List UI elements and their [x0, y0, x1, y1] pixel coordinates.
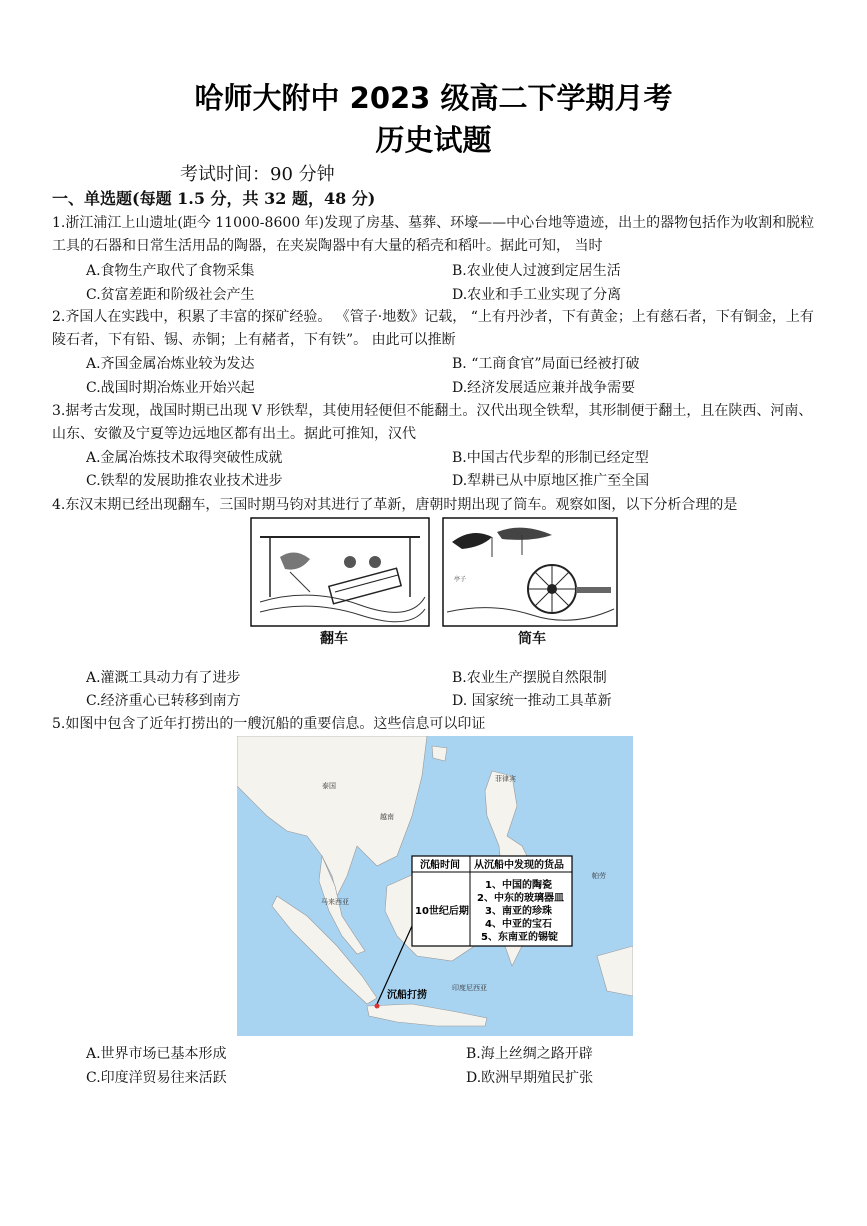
shipwreck-map: [237, 736, 633, 1036]
table-goods-item: 3、南亚的珍珠: [485, 906, 552, 917]
question-3-stem: 3.据考古发现，战国时期已出现 V 形铁犁，其使用轻便但不能翻土。汉代出现全铁犁，其形制便于翻土，且在陕西、河南、山东、安徽及宁夏等边远地区都有出土。据此可推知，汉代: [52, 403, 813, 442]
exam-time: 考试时间：90 分钟: [180, 164, 335, 185]
question-5-stem: 5.如图中包含了近年打捞出的一艘沉船的重要信息。这些信息可以印证: [52, 716, 486, 732]
q3-option-b: B.中国古代步犁的形制已经定型: [452, 450, 649, 466]
q5-option-d: D.欧洲早期殖民扩张: [466, 1070, 594, 1086]
svg-text:亭子: 亭子: [454, 576, 467, 583]
q2-option-d: D.经济发展适应兼并战争需要: [452, 380, 636, 396]
q5-option-a: A.世界市场已基本形成: [86, 1046, 227, 1062]
q1-option-a: A.食物生产取代了食物采集: [86, 263, 255, 279]
table-goods-item: 2、中东的玻璃器皿: [477, 893, 564, 904]
wreck-marker: [375, 1004, 380, 1009]
q4-option-a: A.灌溉工具动力有了进步: [86, 670, 241, 686]
label-indonesia: 印度尼西亚: [452, 984, 487, 992]
q4-option-b: B.农业生产摆脱自然限制: [452, 670, 607, 686]
table-header-time: 沉船时间: [420, 860, 460, 871]
q1-option-d: D.农业和手工业实现了分离: [452, 287, 622, 303]
q2-option-a: A.齐国金属冶炼业较为发达: [86, 356, 255, 372]
table-goods-item: 4、中亚的宝石: [485, 919, 552, 930]
label-vietnam: 越南: [380, 813, 394, 821]
table-goods-item: 1、中国的陶瓷: [485, 880, 552, 891]
table-goods-item: 5、东南亚的锡锭: [481, 932, 558, 943]
label-malaysia: 马来西亚: [321, 898, 349, 906]
shipwreck-info-table: [412, 856, 572, 946]
q4-option-c: C.经济重心已转移到南方: [86, 693, 241, 709]
q3-option-c: C.铁犁的发展助推农业技术进步: [86, 473, 283, 489]
q1-option-b: B.农业使人过渡到定居生活: [452, 263, 621, 279]
fanche-illustration: [250, 517, 430, 627]
table-header-goods: 从沉船中发现的货品: [474, 860, 564, 871]
question-2-stem: 2.齐国人在实践中，积累了丰富的探矿经验。 《管子·地数》记载， “上有丹沙者，下有黄金；上有慈石者，下有铜金，上有陵石者，下有铅、锡、赤铜；上有赭者，下有铁”。 由此可以推断: [52, 309, 814, 348]
q5-option-b: B.海上丝绸之路开辟: [466, 1046, 593, 1062]
q2-option-c: C.战国时期冶炼业开始兴起: [86, 380, 255, 396]
label-thailand: 泰国: [322, 782, 336, 790]
q3-option-a: A.金属冶炼技术取得突破性成就: [86, 450, 283, 466]
exam-subtitle: 历史试题: [375, 123, 492, 157]
q4-option-d: D. 国家统一推动工具革新: [452, 693, 612, 709]
section-heading: 一、单选题(每题 1.5 分，共 32 题，48 分): [52, 189, 376, 208]
wreck-label: 沉船打捞: [387, 990, 427, 1001]
q5-option-c: C.印度洋贸易往来活跃: [86, 1070, 227, 1086]
exam-title: 哈师大附中 2023 级高二下学期月考: [194, 81, 673, 115]
fanche-caption: 翻车: [320, 631, 348, 647]
tongche-caption: 筒车: [518, 631, 546, 647]
tongche-illustration: [442, 517, 618, 627]
question-4-stem: 4.东汉末期已经出现翻车，三国时期马钧对其进行了革新，唐朝时期出现了筒车。观察如图，以下分析合理的是: [52, 497, 738, 513]
q3-option-d: D.犁耕已从中原地区推广至全国: [452, 473, 650, 489]
table-time-value: 10世纪后期: [415, 906, 469, 917]
q1-option-c: C.贫富差距和阶级社会产生: [86, 287, 255, 303]
q2-option-b: B. “工商食官”局面已经被打破: [452, 356, 640, 372]
label-philippines: 菲律宾: [495, 775, 516, 783]
label-palau: 帕劳: [592, 872, 606, 880]
question-1-stem: 1.浙江浦江上山遗址(距今 11000-8600 年)发现了房基、墓葬、环壕——中心台地等遗迹，出土的器物包括作为收割和脱粒工具的石器和日常生活用品的陶器，在夹炭陶器中有大量的稻壳和稻叶。据此可知， 当时: [52, 215, 815, 254]
